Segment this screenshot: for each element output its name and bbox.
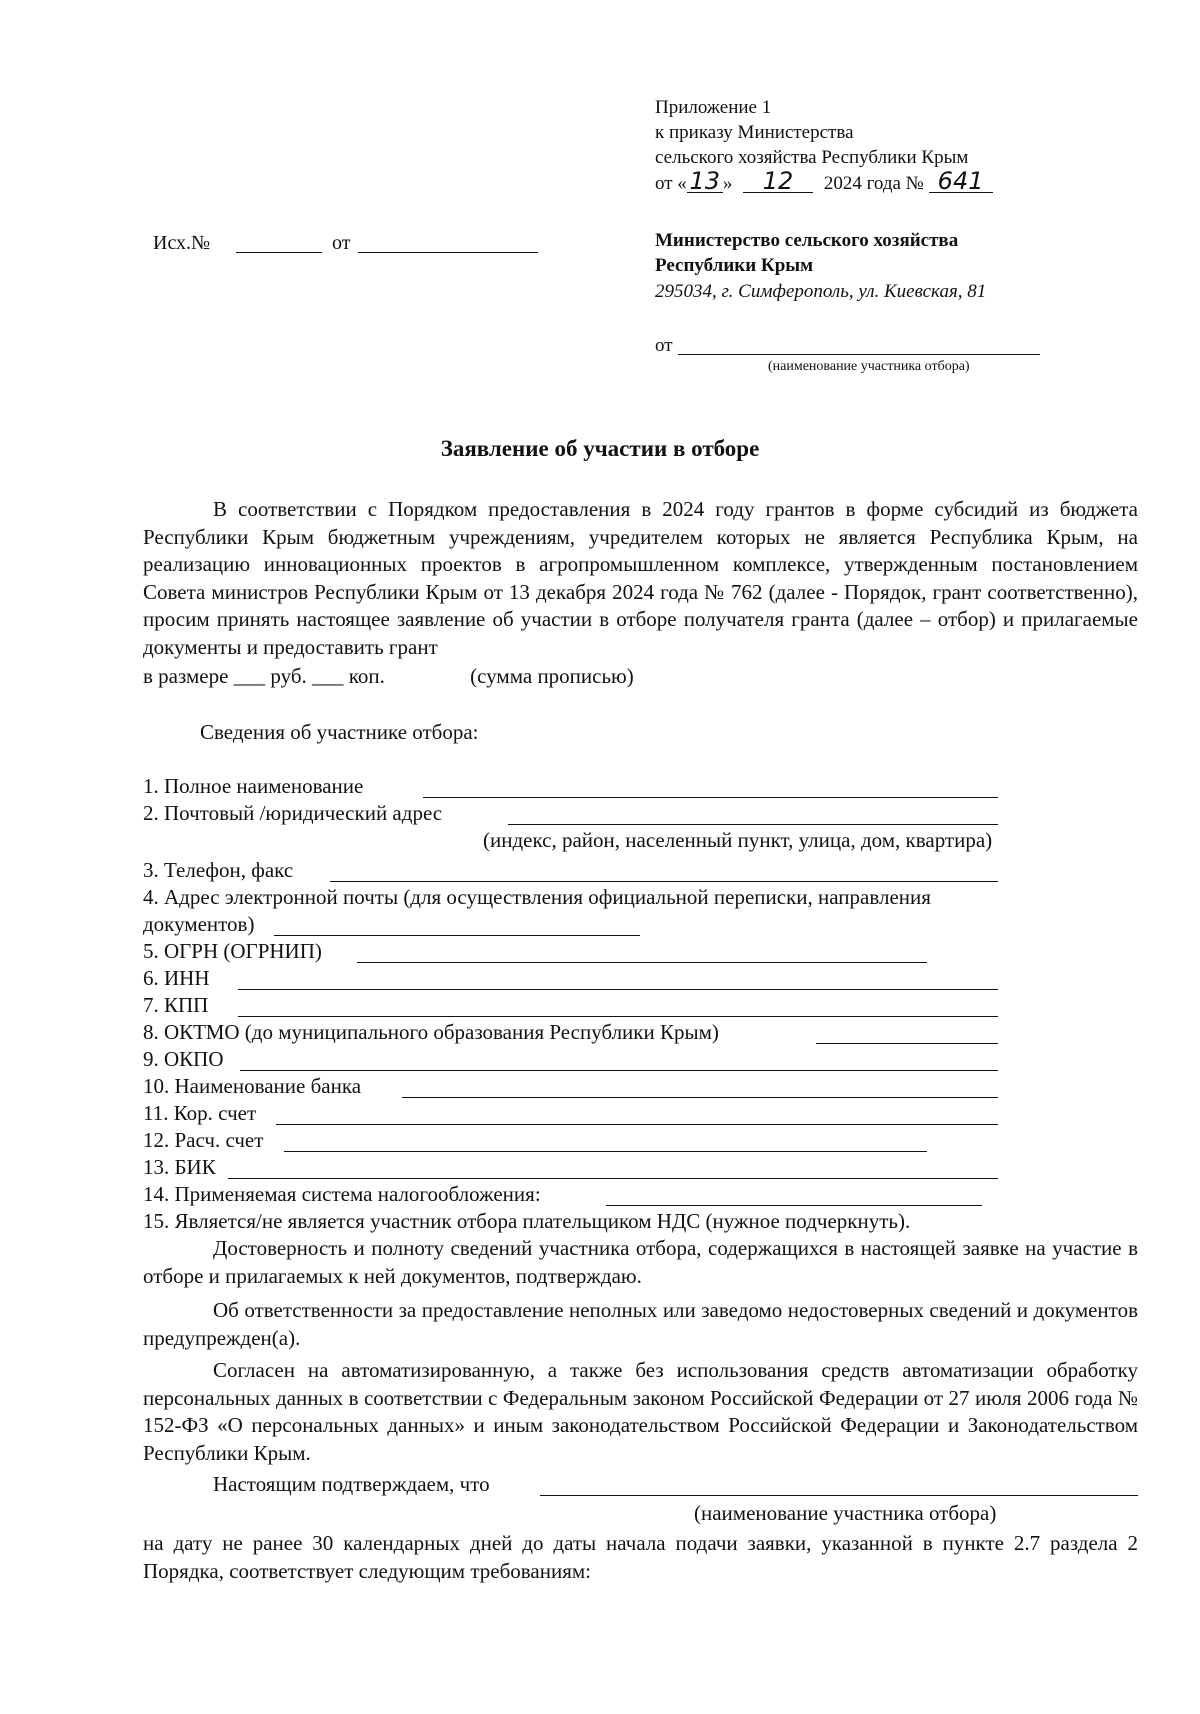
field-settlement-account-label: 12. Расч. счет bbox=[143, 1128, 264, 1152]
date-year-text: 2024 года № bbox=[823, 173, 924, 194]
field-address-label: 2. Почтовый /юридический адрес bbox=[143, 801, 443, 825]
handwritten-month: 12 bbox=[743, 170, 813, 193]
appendix-line-1: Приложение 1 bbox=[655, 97, 772, 118]
field-inn-label: 6. ИНН bbox=[143, 966, 210, 990]
field-address-input bbox=[508, 824, 998, 825]
field-okpo-label: 9. ОКПО bbox=[143, 1047, 224, 1071]
date-quote-close: » bbox=[722, 173, 733, 194]
paragraph-responsibility: Об ответственности за предоставление неполных или заведомо недостоверных сведений и документов предупрежден(а). bbox=[143, 1298, 1138, 1350]
applicant-name-hint: (наименование участника отбора) bbox=[768, 359, 970, 374]
field-bank-name-label: 10. Наименование банка bbox=[143, 1074, 362, 1098]
field-oktmo-label: 8. ОКТМО (до муниципального образования Республики Крым) bbox=[143, 1020, 719, 1044]
field-kpp-input bbox=[238, 1016, 998, 1017]
field-bik-label: 13. БИК bbox=[143, 1155, 216, 1179]
field-email-label-line-1: 4. Адрес электронной почты (для осуществления официальной переписки, направления bbox=[143, 885, 931, 909]
field-ogrn-input bbox=[357, 962, 927, 963]
outgoing-number-field bbox=[236, 252, 322, 253]
field-email-input bbox=[274, 935, 640, 936]
field-bik-input bbox=[228, 1178, 998, 1179]
outgoing-number-label: Исх.№ bbox=[153, 232, 211, 254]
field-corr-account-label: 11. Кор. счет bbox=[143, 1101, 257, 1125]
grant-amount-words-hint: (сумма прописью) bbox=[470, 664, 634, 688]
appendix-line-2: к приказу Министерства bbox=[655, 122, 854, 143]
field-ogrn-label: 5. ОГРН (ОГРНИП) bbox=[143, 939, 322, 963]
appendix-date-line bbox=[655, 167, 993, 196]
field-tax-system-input bbox=[606, 1205, 982, 1206]
field-corr-account-input bbox=[276, 1124, 998, 1125]
handwritten-day: 13 bbox=[687, 170, 723, 193]
grant-amount-line bbox=[143, 663, 634, 690]
paragraph-accuracy: Достоверность и полноту сведений участника отбора, содержащихся в настоящей заявке на участие в отборе и прилагаемых к ней документов, подтверждаю. bbox=[143, 1236, 1138, 1288]
field-phone-label: 3. Телефон, факс bbox=[143, 858, 294, 882]
recipient-name-line-1: Министерство сельского хозяйства bbox=[655, 230, 959, 251]
applicant-name-field bbox=[678, 354, 1040, 355]
recipient-address: 295034, г. Симферополь, ул. Киевская, 81 bbox=[655, 281, 987, 302]
confirm-participant-hint: (наименование участника отбора) bbox=[694, 1501, 997, 1525]
field-settlement-account-input bbox=[284, 1151, 927, 1152]
field-full-name-input bbox=[423, 797, 998, 798]
grant-amount-prefix: в размере ___ руб. ___ коп. bbox=[143, 664, 385, 688]
handwritten-order-number: 641 bbox=[929, 170, 993, 193]
field-kpp-label: 7. КПП bbox=[143, 993, 209, 1017]
confirm-participant-field bbox=[540, 1495, 1138, 1496]
field-phone-input bbox=[330, 881, 998, 882]
confirm-prefix: Настоящим подтверждаем, что bbox=[213, 1472, 490, 1496]
appendix-line-3: сельского хозяйства Республики Крым bbox=[655, 147, 969, 168]
outgoing-date-field bbox=[358, 252, 538, 253]
field-bank-name-input bbox=[402, 1097, 998, 1098]
field-vat-status: 15. Является/не является участник отбора плательщиком НДС (нужное подчеркнуть). bbox=[143, 1209, 911, 1233]
field-full-name-label: 1. Полное наименование bbox=[143, 774, 364, 798]
section-heading: Сведения об участнике отбора: bbox=[200, 720, 479, 744]
outgoing-date-label: от bbox=[332, 232, 351, 254]
field-tax-system-label: 14. Применяемая система налогообложения: bbox=[143, 1182, 541, 1206]
date-prefix: от « bbox=[655, 173, 687, 194]
field-inn-input bbox=[238, 989, 998, 990]
applicant-from-label: от bbox=[655, 335, 673, 356]
field-oktmo-input bbox=[816, 1043, 998, 1044]
document-title: Заявление об участии в отборе bbox=[440, 436, 760, 461]
field-address-hint: (индекс, район, населенный пункт, улица, дом, квартира) bbox=[483, 828, 993, 852]
intro-paragraph: В соответствии с Порядком предоставления в 2024 году грантов в форме субсидий из бюджета Республики Крым бюджетным учреждениям, учредителем которых не является Республика Крым, на реализацию инновационных проектов в агропромышленном комплексе, утвержденным постановлением Совета министров Республики Крым от 13 декабря 2024 года № 762 (далее - Порядок, грант соответственно), просим принять настоящее заявление об участии в отборе получателя гранта (далее – отбор) и прилагаемые документы и предоставить грант bbox=[143, 497, 1138, 659]
field-okpo-input bbox=[240, 1070, 998, 1071]
field-email-label-line-2: документов) bbox=[143, 912, 255, 936]
paragraph-requirements: на дату не ранее 30 календарных дней до даты начала подачи заявки, указанной в пункте 2.7 раздела 2 Порядка, соответствует следующим требованиям: bbox=[143, 1531, 1138, 1583]
recipient-name-line-2: Республики Крым bbox=[655, 255, 814, 276]
paragraph-personal-data: Согласен на автоматизированную, а также без использования средств автоматизации обработку персональных данных в соответствии с Федеральным законом Российской Федерации от 27 июля 2006 года № 152-ФЗ «О персональных данных» и иным законодательством Российской Федерации и Законодательством Республики Крым. bbox=[143, 1358, 1138, 1465]
